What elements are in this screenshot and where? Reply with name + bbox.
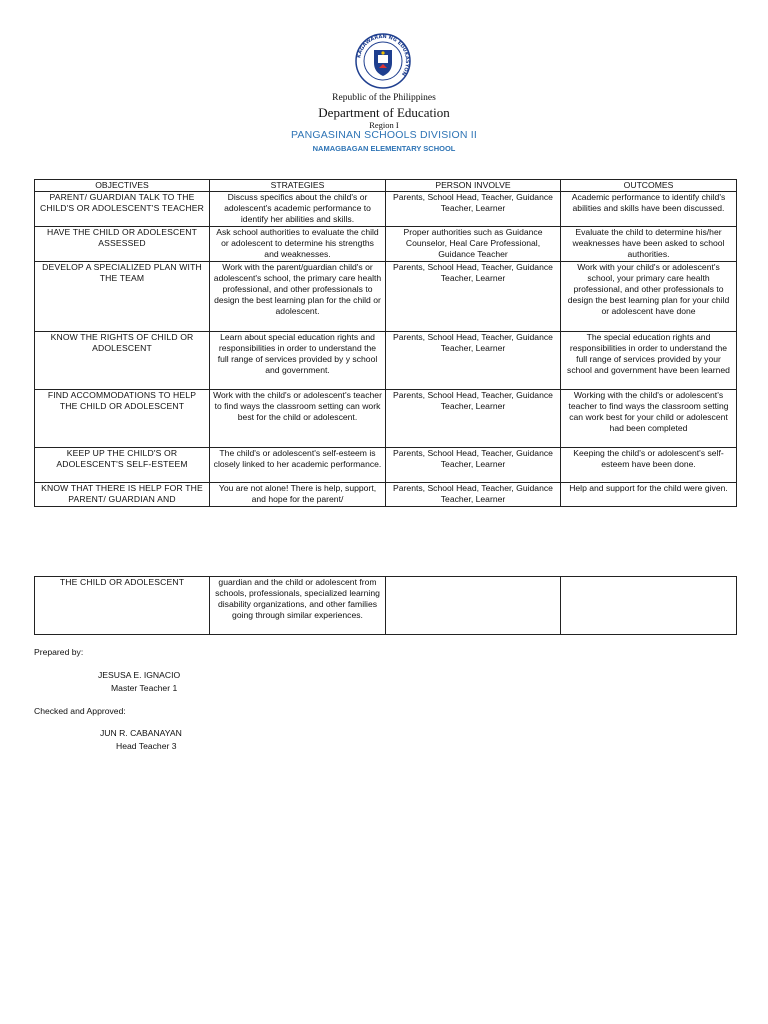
strategy-cell: The child's or adolescent's self-esteem is closely linked to her academic performance. xyxy=(210,448,386,483)
table-header-row xyxy=(35,180,737,192)
strategy-cell: Work with the child's or adolescent's teacher to find ways the classroom setting can work best for the child or adolescent. xyxy=(210,390,386,448)
outcome-cell: Keeping the child's or adolescent's self-esteem have been done. xyxy=(561,448,737,483)
person-cell: Parents, School Head, Teacher, Guidance Teacher, Learner xyxy=(386,448,561,483)
preparer-title: Master Teacher 1 xyxy=(111,683,178,693)
department-heading: Department of Education xyxy=(318,105,450,120)
objective-cell: KNOW THAT THERE IS HELP FOR THE PARENT/ GUARDIAN AND xyxy=(35,483,210,507)
outcome-cell: Working with the child's or adolescent's teacher to find ways the classroom setting can work best for your child or adolescent had been completed xyxy=(561,390,737,448)
outcome-cell xyxy=(561,577,737,635)
objective-cell: THE CHILD OR ADOLESCENT xyxy=(35,577,210,635)
approver-name: JUN R. CABANAYAN xyxy=(100,728,182,738)
person-cell: Parents, School Head, Teacher, Guidance Teacher, Learner xyxy=(386,332,561,390)
person-cell: Proper authorities such as Guidance Counselor, Heal Care Professional, Guidance Teacher xyxy=(386,227,561,262)
table-row xyxy=(35,577,737,635)
outcome-cell: Academic performance to identify child's abilities and skills have been discussed. xyxy=(561,192,737,227)
action-plan-table xyxy=(34,179,737,507)
person-cell: Parents, School Head, Teacher, Guidance Teacher, Learner xyxy=(386,192,561,227)
column-header-outcomes: OUTCOMES xyxy=(561,180,737,192)
checked-approved-label: Checked and Approved: xyxy=(34,706,126,716)
person-cell xyxy=(386,577,561,635)
person-cell: Parents, School Head, Teacher, Guidance Teacher, Learner xyxy=(386,483,561,507)
person-cell: Parents, School Head, Teacher, Guidance Teacher, Learner xyxy=(386,390,561,448)
objective-cell: FIND ACCOMMODATIONS TO HELP THE CHILD OR ADOLESCENT xyxy=(35,390,210,448)
republic-heading: Republic of the Philippines xyxy=(332,93,436,103)
table-row xyxy=(35,483,737,507)
objective-cell: PARENT/ GUARDIAN TALK TO THE CHILD'S OR ADOLESCENT'S TEACHER xyxy=(35,192,210,227)
action-plan-table-continued xyxy=(34,576,737,635)
region-heading: Region I xyxy=(369,120,399,130)
table-row xyxy=(35,192,737,227)
table-row xyxy=(35,262,737,332)
preparer-name: JESUSA E. IGNACIO xyxy=(98,670,181,680)
objective-cell: KNOW THE RIGHTS OF CHILD OR ADOLESCENT xyxy=(35,332,210,390)
svg-text:KAGAWARAN NG EDUKASYON: KAGAWARAN NG EDUKASYON xyxy=(356,33,411,77)
deped-seal-logo xyxy=(355,33,411,89)
objective-cell: KEEP UP THE CHILD'S OR ADOLESCENT'S SELF-ESTEEM xyxy=(35,448,210,483)
approver-title: Head Teacher 3 xyxy=(116,741,177,751)
objective-cell: DEVELOP A SPECIALIZED PLAN WITH THE TEAM xyxy=(35,262,210,332)
person-cell: Parents, School Head, Teacher, Guidance Teacher, Learner xyxy=(386,262,561,332)
strategy-cell: Ask school authorities to evaluate the child or adolescent to determine his strengths and weaknesses. xyxy=(210,227,386,262)
column-header-person-involve: PERSON INVOLVE xyxy=(386,180,561,192)
objective-cell: HAVE THE CHILD OR ADOLESCENT ASSESSED xyxy=(35,227,210,262)
outcome-cell: The special education rights and responsibilities in order to understand the full range of services provided by your school and government have been learned xyxy=(561,332,737,390)
strategy-cell: You are not alone! There is help, support, and hope for the parent/ xyxy=(210,483,386,507)
table-row xyxy=(35,227,737,262)
column-header-objectives: OBJECTIVES xyxy=(35,180,210,192)
outcome-cell: Work with your child's or adolescent's school, your primary care health professional, and other professionals to design the best learning plan for your child or adolescent have done xyxy=(561,262,737,332)
table-row xyxy=(35,332,737,390)
column-header-strategies: STRATEGIES xyxy=(210,180,386,192)
division-heading: PANGASINAN SCHOOLS DIVISION II xyxy=(290,129,478,141)
outcome-cell: Help and support for the child were given. xyxy=(561,483,737,507)
strategy-cell: Learn about special education rights and responsibilities in order to understand the full range of services provided by y school and government. xyxy=(210,332,386,390)
school-heading: NAMAGBAGAN ELEMENTARY SCHOOL xyxy=(312,144,456,153)
table-row xyxy=(35,448,737,483)
outcome-cell: Evaluate the child to determine his/her weaknesses have been asked to school authorities. xyxy=(561,227,737,262)
prepared-by-label: Prepared by: xyxy=(34,647,84,657)
strategy-cell: guardian and the child or adolescent from schools, professionals, specialized learning disability organizations, and other families going through similar experiences. xyxy=(210,577,386,635)
strategy-cell: Discuss specifics about the child's or adolescent's academic performance to identify her abilities and skills. xyxy=(210,192,386,227)
strategy-cell: Work with the parent/guardian child's or adolescent's school, the primary care health professional, and other professionals to design the best learning plan for the child or adolescent. xyxy=(210,262,386,332)
table-row xyxy=(35,390,737,448)
